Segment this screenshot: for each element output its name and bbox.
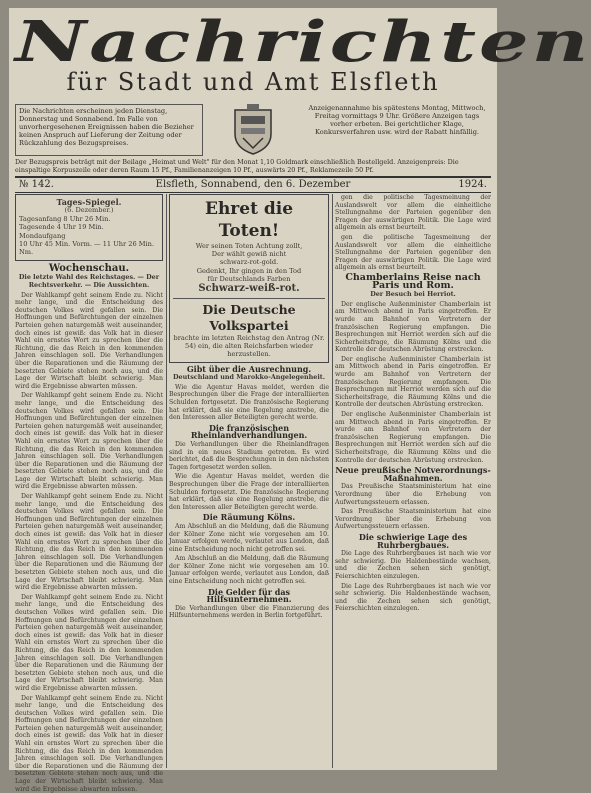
article-text: Der englische Außenminister Chamberlain ist am Mittwoch abend in Paris eingetroffen. Er wurde am Bahnhof von Vertretern der französischen Regierung empfangen. Die Besprechungen mit Herriot werden sich auf die Sicherheitsfrage, die Räumung Kölns und die Kontrolle der deutschen Abrüstung erstrecken. xyxy=(335,301,491,354)
article-text: Die Lage des Ruhrbergbaues ist nach wie vor sehr schwierig. Die Haldenbestände wachsen, und die Zechen sehen sich genötigt, Feierschichten einzulegen. xyxy=(335,583,491,613)
notice-line: Wer seinen Toten Achtung zollt, xyxy=(173,242,325,250)
article-subheading: Der Besuch bei Herriot. xyxy=(335,291,491,299)
party-title: Die Deutsche Volkspartei xyxy=(173,302,325,334)
column-left xyxy=(15,194,163,770)
article-heading: Gibt über die Ausrechnung. xyxy=(169,366,329,374)
party-text: brachte im letzten Reichstag den Antrag (Nr. 54) ein, die alten Reichsfarben wieder herzustellen. xyxy=(173,334,325,359)
article-heading: Die schwierige Lage des Ruhrbergbaues. xyxy=(335,534,491,549)
town-crest-icon xyxy=(231,104,275,156)
dateline xyxy=(15,176,491,193)
notice-line: Gedenkt, Ihr gingen in den Tod xyxy=(173,267,325,275)
divider xyxy=(173,298,325,299)
subscription-notice: Der Bezugspreis beträgt mit der Beilage „Heimat und Welt" für den Monat 1,10 Goldmark einschließlich Bestellgeld. Anzeigenpreis: Die einspaltige Korpuszeile oder deren Raum 15 Pf., Familienanzeigen 10 Pf., auswärts 20 Pf., Reklamezeile 50 Pf. xyxy=(15,158,491,174)
column-middle xyxy=(169,194,329,770)
article-text: Der Wahlkampf geht seinem Ende zu. Nicht mehr lange, und die Entscheidung des deutschen Volkes wird gefallen sein. Die Hoffnungen und Befürchtungen der einzelnen Parteien gehen naturgemäß weit auseinander, doch eines ist gewiß: das Volk hat in dieser Wahl ein ernstes Wort zu sprechen über die Richtung, die das Reich in den kommenden Jahren einschlagen soll. Die Verhandlungen über die Reparationen und die Räumung der besetzten Gebiete stehen noch aus, und die Lage der Wirtschaft bleibt schwierig. Man wird die Ergebnisse abwarten müssen. xyxy=(15,493,163,592)
place-date: Elsfleth, Sonnabend, den 6. Dezember xyxy=(15,178,491,192)
schedule-date: (6. Dezember.) xyxy=(19,206,159,214)
article-text: Am Abschluß an die Meldung, daß die Räumung der Kölner Zone nicht wie vorgesehen am 10. Januar erfolgen werde, verlautet aus London, daß eine Entscheidung noch nicht getroffen sei. xyxy=(169,523,329,553)
publication-info-box: Die Nachrichten erscheinen jeden Dienstag, Donnerstag und Sonnabend. Im Falle von unvorhergesehenen Ereignissen haben die Bezieher keinen Anspruch auf Lieferung der Zeitung oder Rückzahlung des Bezugspreises. xyxy=(15,104,203,156)
advertising-info: Anzeigenannahme bis spätestens Montag, Mittwoch, Freitag vormittags 9 Uhr. Größere Anzeigen tags vorher erbeten. Bei gerichtlicher Klage, Konkursverfahren usw. wird der Rabatt hinfällig. xyxy=(303,104,491,136)
masthead xyxy=(15,14,491,92)
article-text: Der Wahlkampf geht seinem Ende zu. Nicht mehr lange, und die Entscheidung des deutschen Volkes wird gefallen sein. Die Hoffnungen und Befürchtungen der einzelnen Parteien gehen naturgemäß weit auseinander, doch eines ist gewiß: das Volk hat in dieser Wahl ein ernstes Wort zu sprechen über die Richtung, die das Reich in den kommenden Jahren einschlagen soll. Die Verhandlungen über die Reparationen und die Räumung der besetzten Gebiete stehen noch aus, und die Lage der Wirtschaft bleibt schwierig. Man wird die Ergebnisse abwarten müssen. xyxy=(15,695,163,793)
masthead-info-row xyxy=(15,104,491,156)
notice-line: schwarz-rot-gold. xyxy=(173,258,325,266)
masthead-title: Nachrichten xyxy=(15,14,491,70)
schedule-line: Mondaufgang xyxy=(19,232,159,240)
article-heading: Chamberlains Reise nach Paris und Rom. xyxy=(335,274,491,289)
article-text: Die Lage des Ruhrbergbaues ist nach wie vor sehr schwierig. Die Haldenbestände wachsen, und die Zechen sehen sich genötigt, Feierschichten einzulegen. xyxy=(335,550,491,580)
article-subheading: Die letzte Wahl des Reichstages. — Der Rechtsverkehr. — Die Aussichten. xyxy=(15,274,163,289)
notice-title: Ehret die Toten! xyxy=(173,198,325,242)
article-text: Der Wahlkampf geht seinem Ende zu. Nicht mehr lange, und die Entscheidung des deutschen Volkes wird gefallen sein. Die Hoffnungen und Befürchtungen der einzelnen Parteien gehen naturgemäß weit auseinander, doch eines ist gewiß: das Volk hat in dieser Wahl ein ernstes Wort zu sprechen über die Richtung, die das Reich in den kommenden Jahren einschlagen soll. Die Verhandlungen über die Reparationen und die Räumung der besetzten Gebiete stehen noch aus, und die Lage der Wirtschaft bleibt schwierig. Man wird die Ergebnisse abwarten müssen. xyxy=(15,594,163,693)
notice-line: Der wählt gewiß nicht xyxy=(173,250,325,258)
daily-schedule-box xyxy=(15,194,163,261)
schedule-title: Tages-Spiegel. xyxy=(19,198,159,206)
article-text: Die Verhandlungen über die Rheinlandfragen sind in ein neues Stadium getreten. Es wird berichtet, daß die Besprechungen in den nächsten Tagen fortgesetzt werden sollen. xyxy=(169,441,329,471)
article-text: Der englische Außenminister Chamberlain ist am Mittwoch abend in Paris eingetroffen. Er wurde am Bahnhof von Vertretern der französischen Regierung empfangen. Die Besprechungen mit Herriot werden sich auf die Sicherheitsfrage, die Räumung Kölns und die Kontrolle der deutschen Abrüstung erstrecken. xyxy=(335,356,491,409)
article-text: gen die politische Tagesmeinung der Auslandswelt vor allem die einheitliche Stellungnahme der Parteien gegenüber den Fragen der auswärtigen Politik. Die Lage wird allgemein als ernst beurteilt. xyxy=(335,194,491,232)
columns xyxy=(15,194,491,770)
schedule-line: Tagesanfang 8 Uhr 26 Min. xyxy=(19,215,159,223)
article-subheading: Deutschland und Marokko-Angelegenheit. xyxy=(169,374,329,382)
article-heading: Die Gelder für das Hilfsunternehmen. xyxy=(169,589,329,604)
article-text: Der englische Außenminister Chamberlain ist am Mittwoch abend in Paris eingetroffen. Er wurde am Bahnhof von Vertretern der französischen Regierung empfangen. Die Besprechungen mit Herriot werden sich auf die Sicherheitsfrage, die Räumung Kölns und die Kontrolle der deutschen Abrüstung erstrecken. xyxy=(335,411,491,464)
article-text: Das Preußische Staatsministerium hat eine Verordnung über die Erhebung von Aufwertungssteuern erlassen. xyxy=(335,483,491,506)
schedule-line: Tagesende 4 Uhr 19 Min. xyxy=(19,223,159,231)
notice-line: für Deutschlands Farben xyxy=(173,275,325,283)
article-heading: Die Räumung Kölns. xyxy=(169,514,329,522)
issue-number: № 142. xyxy=(19,178,54,192)
year: 1924. xyxy=(458,178,487,192)
article-heading: Neue preußische Notverordnungs-Maßnahmen. xyxy=(335,467,491,482)
article-heading: Wochenschau. xyxy=(15,265,163,273)
article-text: Der Wahlkampf geht seinem Ende zu. Nicht mehr lange, und die Entscheidung des deutschen Volkes wird gefallen sein. Die Hoffnungen und Befürchtungen der einzelnen Parteien gehen naturgemäß weit auseinander, doch eines ist gewiß: das Volk hat in dieser Wahl ein ernstes Wort zu sprechen über die Richtung, die das Reich in den kommenden Jahren einschlagen soll. Die Verhandlungen über die Reparationen und die Räumung der besetzten Gebiete stehen noch aus, und die Lage der Wirtschaft bleibt schwierig. Man wird die Ergebnisse abwarten müssen. xyxy=(15,392,163,491)
notice-colors: Schwarz-weiß-rot. xyxy=(173,283,325,295)
article-text: Wie die Agentur Havas meldet, werden die Besprechungen über die Frage der interalliierten Schulden fortgesetzt. Die französische Regierung hat erklärt, daß sie eine Regelung anstrebe, die den Interessen aller Beteiligten gerecht werde. xyxy=(169,384,329,422)
masthead-subtitle: für Stadt und Amt Elsfleth xyxy=(15,68,491,96)
article-text: Das Preußische Staatsministerium hat eine Verordnung über die Erhebung von Aufwertungssteuern erlassen. xyxy=(335,508,491,531)
election-notice-box xyxy=(169,194,329,363)
article-text: Der Wahlkampf geht seinem Ende zu. Nicht mehr lange, und die Entscheidung des deutschen Volkes wird gefallen sein. Die Hoffnungen und Befürchtungen der einzelnen Parteien gehen naturgemäß weit auseinander, doch eines ist gewiß: das Volk hat in dieser Wahl ein ernstes Wort zu sprechen über die Richtung, die das Reich in den kommenden Jahren einschlagen soll. Die Verhandlungen über die Reparationen und die Räumung der besetzten Gebiete stehen noch aus, und die Lage der Wirtschaft bleibt schwierig. Man wird die Ergebnisse abwarten müssen. xyxy=(15,292,163,391)
article-text: Wie die Agentur Havas meldet, werden die Besprechungen über die Frage der interalliierten Schulden fortgesetzt. Die französische Regierung hat erklärt, daß sie eine Regelung anstrebe, die den Interessen aller Beteiligten gerecht werde. xyxy=(169,473,329,511)
schedule-line: 10 Uhr 45 Min. Vorm. — 11 Uhr 26 Min. Nm. xyxy=(19,240,159,257)
article-text: Die Verhandlungen über die Finanzierung des Hilfsunternehmens werden in Berlin fortgeführt. xyxy=(169,605,329,620)
article-heading: Die französischen Rheinlandverhandlungen. xyxy=(169,425,329,440)
article-text: Am Abschluß an die Meldung, daß die Räumung der Kölner Zone nicht wie vorgesehen am 10. Januar erfolgen werde, verlautet aus London, daß eine Entscheidung noch nicht getroffen sei. xyxy=(169,555,329,585)
article-text: gen die politische Tagesmeinung der Auslandswelt vor allem die einheitliche Stellungnahme der Parteien gegenüber den Fragen der auswärtigen Politik. Die Lage wird allgemein als ernst beurteilt. xyxy=(335,234,491,272)
column-right xyxy=(335,194,491,770)
newspaper-page xyxy=(9,8,497,770)
